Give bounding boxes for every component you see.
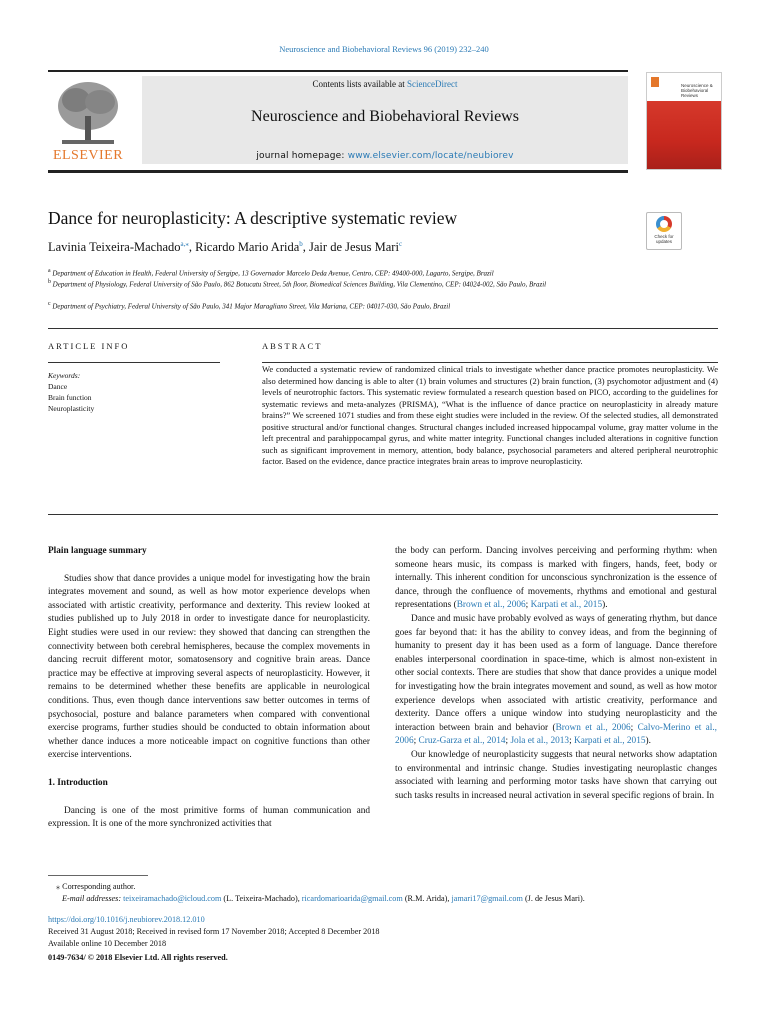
body-paragraph: [395, 545, 717, 613]
homepage-prefix: journal homepage:: [256, 151, 348, 161]
body-paragraph: Our knowledge of neuroplasticity suggests that neural networks show adaptation to environmental and intrinsic change. Studies investigating neuroplastic changes associated with learning and performing motor tasks have shown that carrying out such tasks results in increased neural activation in several specific regions of brain. In: [395, 749, 717, 801]
paragraph-text: Dance and music have probably evolved as ways of generating rhythm, but dance goes far beyond that: it has the ability to convey ideas, and from the beginning of humanity to present day it has been used as a form of language. Dance therefore enables interpersonal coordination in space-time, which is almost non-existent in other social contexts. There are studies that show that dance provides a unique model for investigating how the brain integrates movement and sound, as well as how motor experience develops when associated with artistic creativity, performance and dexterity. Dance offers a unique window into studying neuroplasticity and the interaction between brain and behavior (: [395, 613, 717, 733]
doi-link[interactable]: [48, 914, 205, 926]
affiliation-text: Department of Physiology, Federal University of São Paulo, 862 Botucatu Street, 5th floor, Biomedical Sciences Building, Vila Clementino, CEP: 04024-002, São Paulo, Brazil: [52, 280, 547, 289]
email-link[interactable]: jamari17@gmail.com: [451, 894, 523, 903]
check-for-updates-button[interactable]: [646, 212, 682, 250]
contents-prefix: Contents lists available at: [312, 79, 407, 89]
author-separator: ,: [188, 240, 196, 255]
journal-cover-thumbnail[interactable]: [646, 72, 722, 170]
affiliation-c: [48, 299, 648, 311]
keyword-item: Brain function: [48, 393, 92, 402]
publisher-wordmark: ELSEVIER: [52, 148, 124, 163]
citation-link[interactable]: Jola et al., 2013: [510, 736, 570, 747]
email-owner: (R.M. Arida),: [402, 894, 452, 903]
body-paragraph: [395, 613, 717, 749]
journal-homepage: [142, 151, 628, 161]
citation-separator: ;: [569, 736, 574, 747]
author-affiliation-marker[interactable]: c: [398, 240, 403, 248]
doi-text[interactable]: https://doi.org/10.1016/j.neubiorev.2018.12.010: [48, 915, 205, 924]
affiliation-text: Department of Psychiatry, Federal University of São Paulo, 341 Major Maragliano Street, Vila Mariana, CEP: 04017-030, São Paulo, Brazil: [52, 302, 451, 311]
cover-image: [647, 101, 721, 169]
citation-link[interactable]: Karpati et al., 2015: [530, 600, 603, 611]
keywords: [48, 370, 94, 414]
keyword-item: Neuroplasticity: [48, 404, 95, 413]
received-dates: Received 31 August 2018; Received in revised form 17 November 2018; Accepted 8 December 2018: [48, 927, 380, 936]
affiliation-text: Department of Education in Health, Federal University of Sergipe, 13 Governador Marcelo Deda Avenue, Centro, CEP: 49400-000, Lagarto, Sergipe, Brazil: [52, 269, 494, 278]
crossmark-label: Check for updates: [654, 234, 674, 244]
paragraph-text: the body can perform. Dancing involves perceiving and performing rhythm: when someone hears music, its compass is marked with fingers, hands, feet, body or internally. This inherent condition for unconscious synchronization is the essence of dance, through the confluence of movements, rhythms and emotional and gestural representations (: [395, 546, 717, 611]
plain-language-heading: Plain language summary: [48, 546, 147, 556]
cover-logo-icon: [651, 77, 659, 87]
abstract-mid-rule: [262, 362, 718, 363]
article-title: Dance for neuroplasticity: A descriptive systematic review: [48, 208, 458, 228]
paragraph-end: ).: [645, 736, 651, 747]
citation-separator: ;: [413, 736, 419, 747]
author-list: [48, 240, 402, 255]
affiliation-b: [48, 277, 648, 289]
plain-language-text: Studies show that dance provides a unique model for investigating how the brain integrates movement and sound, as well as how motor experience develops when associated with artistic creativity, performance and dexterity. This review looked at studies published up to July 2018 in order to investigate dance for neuroplasticity. Eight studies were used in our review: they showed that dancing can strengthen the connectivity between both cerebral hemispheres, because the complex movements in dancing recruit different motor, somatosensory and cognitive brain areas. Dance practice may be effective at improving several aspects of neuroplasticity. However, it remains to be determined whether these benefits are applicable in neurological conditions. Thus, even though dance interventions saw better outcomes in terms of psychosocial, posture and balance parameters when compared with conventional exercise programs, further studies should be conducted to obtain information about whether dance induces a more noticeable impact on cognitive functions than other exercise interventions.: [48, 573, 370, 761]
author-name[interactable]: Lavinia Teixeira-Machado: [48, 240, 181, 255]
affiliation-marker: a: [48, 268, 51, 274]
body-left-column: [48, 545, 370, 832]
author-name[interactable]: Ricardo Mario Arida: [195, 240, 300, 255]
copyright-line: 0149-7634/ © 2018 Elsevier Ltd. All rights reserved.: [48, 953, 228, 962]
footnote-rule: [48, 875, 148, 876]
article-info-heading: ARTICLE INFO: [48, 341, 130, 351]
citation-link[interactable]: Brown et al., 2006: [555, 722, 631, 733]
email-link[interactable]: ricardomarioarida@gmail.com: [301, 894, 403, 903]
email-addresses: [62, 893, 732, 905]
body-right-column: [395, 545, 717, 803]
keywords-label: Keywords:: [48, 371, 81, 380]
email-owner: (L. Teixeira-Machado),: [221, 894, 302, 903]
author-name[interactable]: Jair de Jesus Mari: [309, 240, 399, 255]
cover-title: Neuroscience & Biobehavioral Reviews: [681, 83, 713, 98]
info-top-rule: [48, 328, 718, 329]
citation-separator: ;: [505, 736, 511, 747]
affiliation-marker: b: [48, 279, 51, 285]
homepage-link[interactable]: www.elsevier.com/locate/neubiorev: [347, 151, 514, 161]
email-link[interactable]: teixeiramachado@icloud.com: [123, 894, 222, 903]
abstract-heading: ABSTRACT: [262, 341, 323, 351]
keyword-item: Dance: [48, 382, 68, 391]
affiliation-marker: c: [48, 301, 51, 307]
citation-link[interactable]: Calvo-Merino et al., 2006: [395, 722, 717, 747]
citation-link[interactable]: Brown et al., 2006: [456, 600, 526, 611]
contents-line: [142, 79, 628, 89]
intro-paragraph: Dancing is one of the most primitive forms of human communication and expression. It is one of the more synchronized activities that: [48, 805, 370, 830]
abstract-bottom-rule: [48, 514, 718, 515]
available-online: Available online 10 December 2018: [48, 939, 167, 948]
author-affiliation-marker[interactable]: a,⁎: [180, 240, 189, 248]
citation-separator: ;: [630, 722, 638, 733]
author-separator: ,: [302, 240, 310, 255]
header-bottom-rule: [48, 170, 628, 173]
email-label: E-mail addresses:: [62, 894, 122, 903]
sciencedirect-link[interactable]: ScienceDirect: [407, 79, 458, 89]
introduction-heading: 1. Introduction: [48, 777, 108, 788]
citation-separator: ;: [525, 600, 531, 611]
journal-citation[interactable]: Neuroscience and Biobehavioral Reviews 96 (2019) 232–240: [279, 44, 489, 54]
citation-link[interactable]: Karpati et al., 2015: [573, 736, 646, 747]
email-owner: (J. de Jesus Mari).: [522, 894, 585, 903]
journal-title: Neuroscience and Biobehavioral Reviews: [251, 108, 519, 125]
crossmark-icon: [656, 216, 672, 232]
abstract-text: We conducted a systematic review of randomized clinical trials to investigate whether dance practice promotes neuroplasticity. We also determined how dancing is able to alter (1) brain volumes and structures (2) brain function, (3) psychomotor adjustment and (4) levels of neurotrophic factors. This systematic review formulated a research question based on PICO, according to the guidelines for systematic reviews and meta-analyzes (PRISMA), “What is the influence of dance practice on neuroplasticity in already mature brains?” We screened 1071 studies and from these eight studies were included in the review. Of the selected studies, all demonstrated positive structural and/or functional changes. Structural changes included increased hippocampal volume, gray matter volume in the left precentral and parahippocampal gyrus, and white matter integrity. Functional changes included alterations in cognitive function such as significant improvement in memory, attention, body balance, psychosocial parameters and altered peripheral neurotrophic factor. Based on the evidence, dance practice integrates brain areas to improve neuroplasticity.: [262, 364, 718, 466]
elsevier-logo: [48, 76, 128, 166]
info-mid-rule: [48, 362, 220, 363]
paragraph-end: ).: [602, 600, 608, 611]
header-top-rule: [48, 70, 628, 72]
citation-link[interactable]: Cruz-Garza et al., 2014: [418, 736, 506, 747]
corresponding-author: ⁎ Corresponding author.: [56, 882, 136, 891]
author-affiliation-marker[interactable]: b: [299, 240, 303, 248]
